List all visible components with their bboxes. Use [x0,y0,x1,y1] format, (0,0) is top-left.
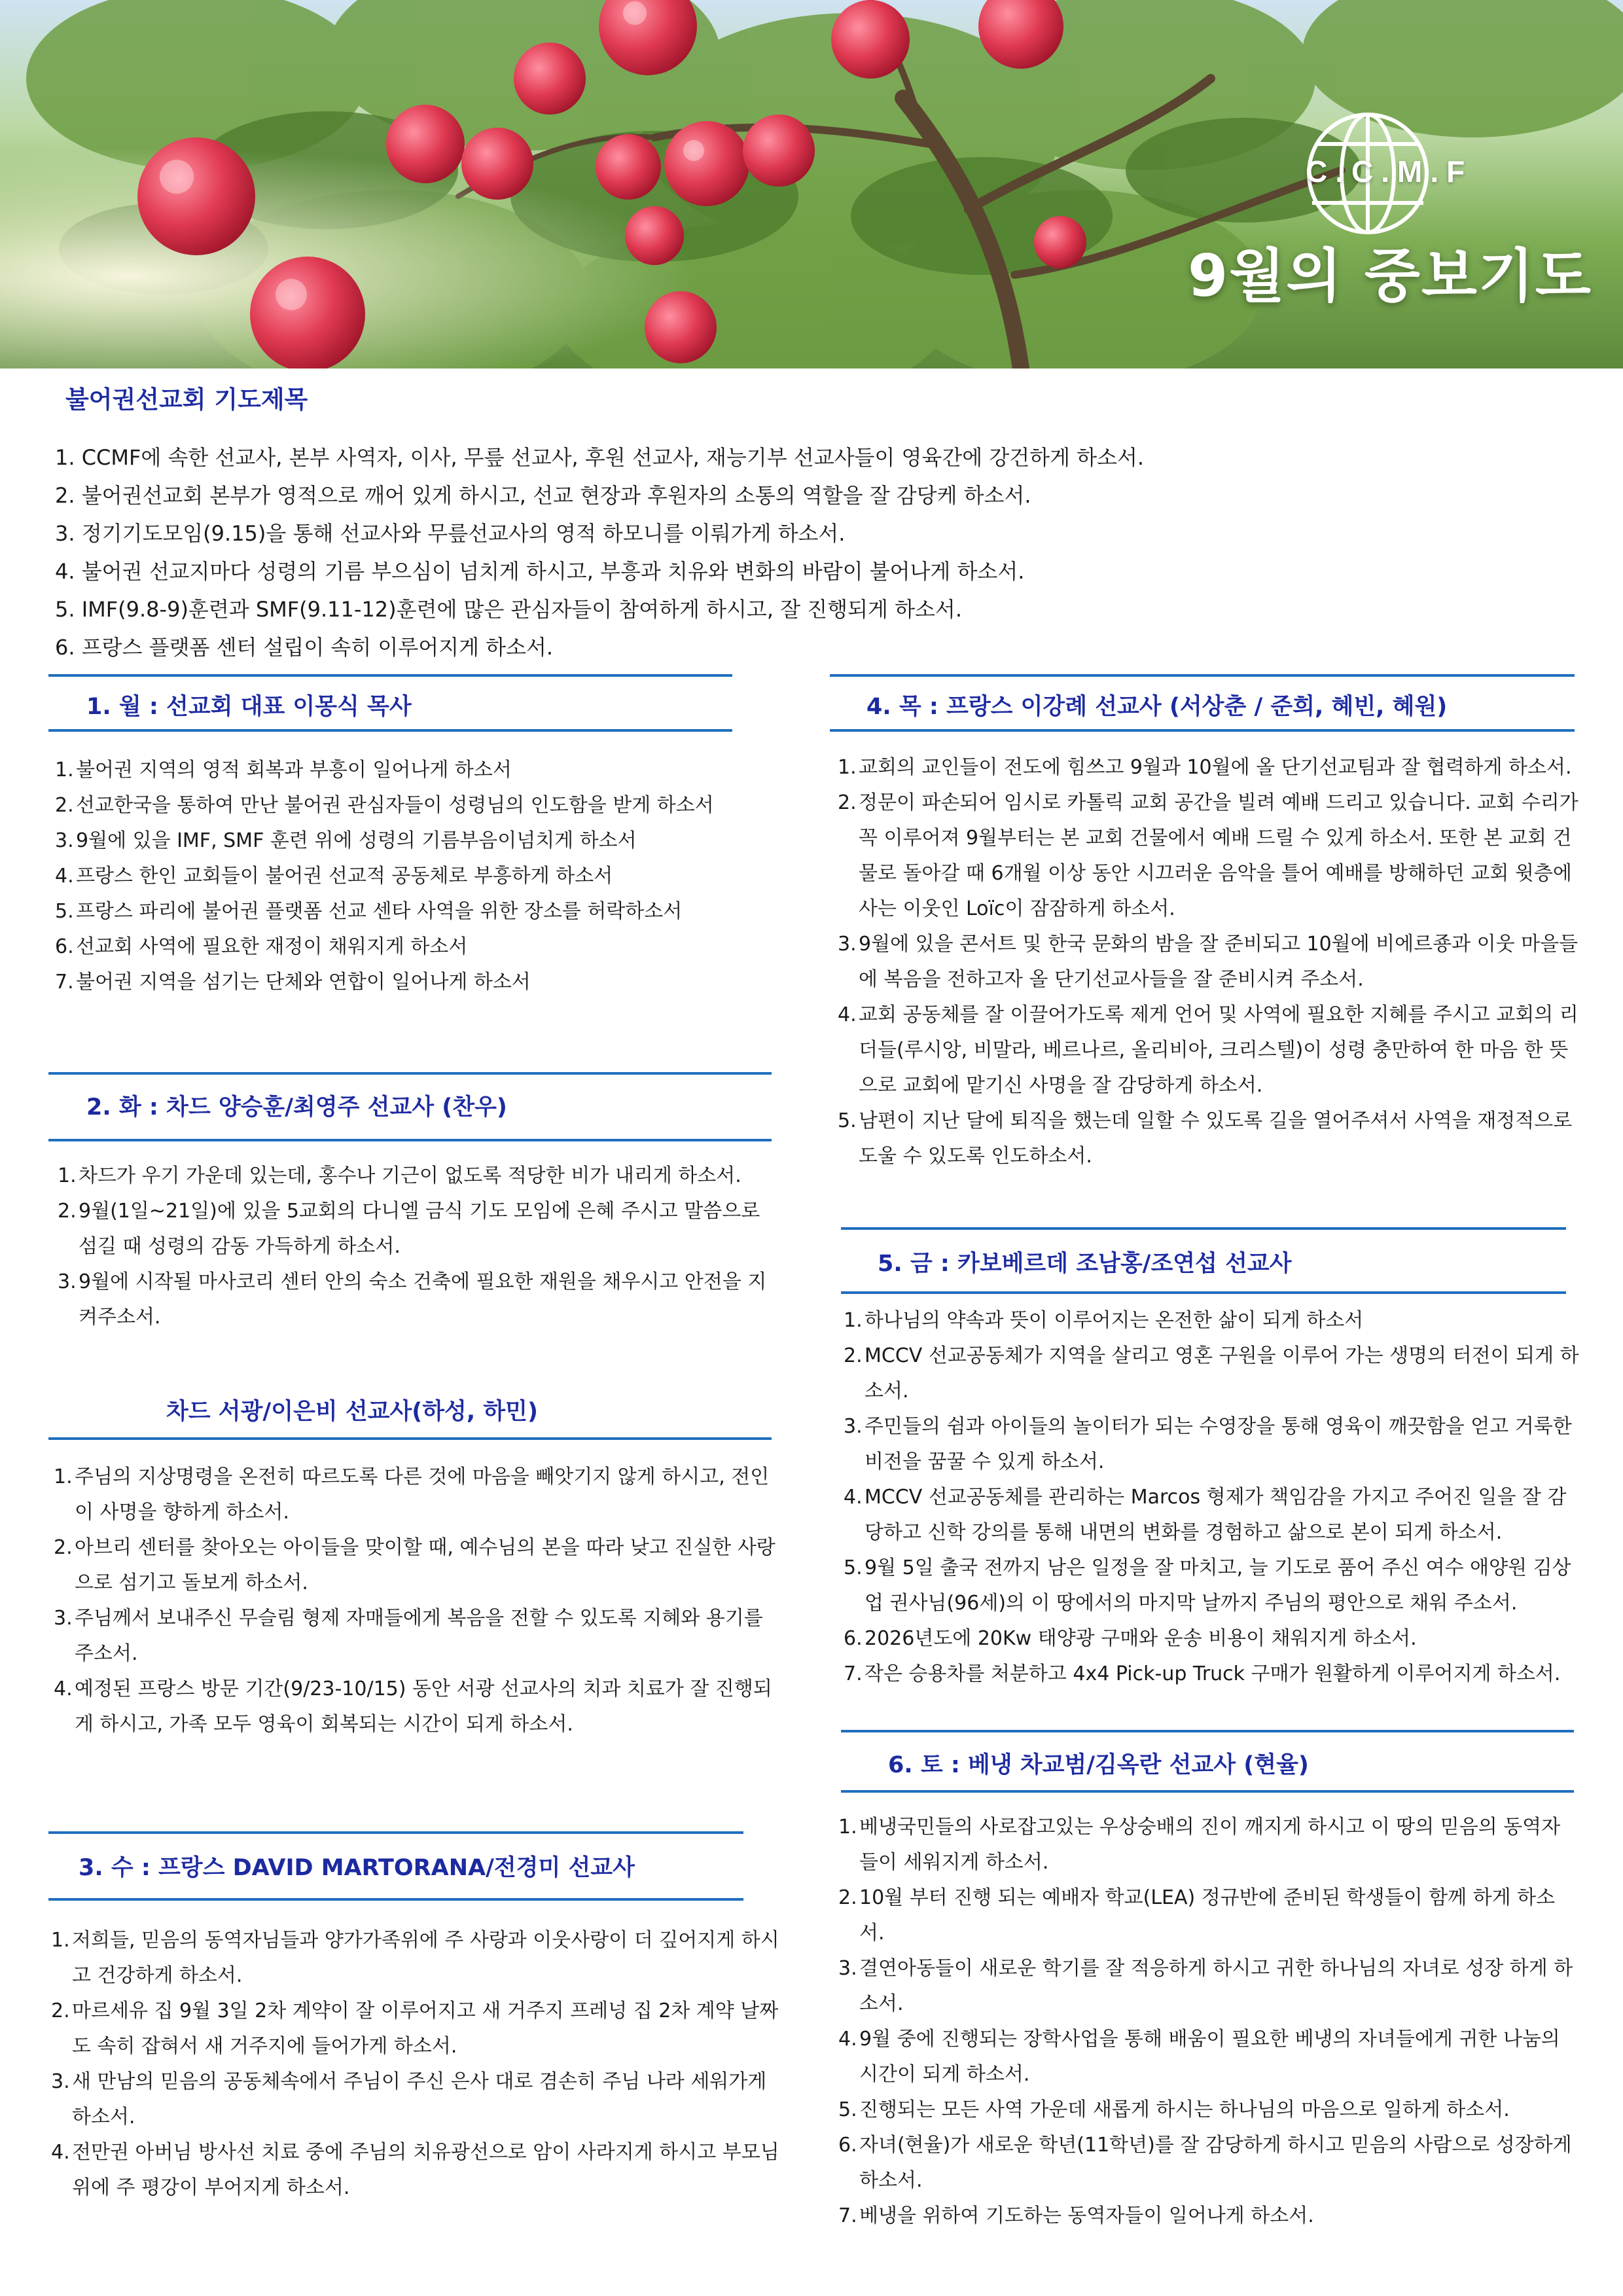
list-item: 4. 예정된 프랑스 방문 기간(9/23-10/15) 동안 서광 선교사의 치과 치료가 잘 진행되게 하시고, 가족 모두 영육이 회복되는 시간이 되게 하소서. [54,1677,772,1736]
saturday-prayer-list [838,1810,1578,2234]
list-item: 6. 2026년도에 20Kw 태양광 구매와 운송 비용이 채워지게 하소서. [844,1627,1417,1650]
section-title: 차드 서광/이은비 선교사(하성, 하민) [166,1399,538,1425]
list-item: 3. 9월에 시작될 마사코리 센터 안의 숙소 건축에 필요한 재원을 채우시고 안전을 지켜주소서. [58,1270,767,1329]
list-item: 5. 9월 5일 출국 전까지 남은 일정을 잘 마치고, 늘 기도로 품어 주신 여수 애양원 김상업 권사님(96세)의 이 땅에서의 마지막 날까지 주님의 평안으로 채워 주소서. [844,1556,1571,1615]
list-item: 2. 10월 부터 진행 되는 예배자 학교(LEA) 정규반에 준비된 학생들이 함께 하게 하소서. [838,1886,1556,1945]
divider [48,1139,772,1141]
divider [48,1072,772,1075]
list-item: 5. 남편이 지난 달에 퇴직을 했는데 일할 수 있도록 길을 열어주셔서 사역을 재정적으로 도울 수 있도록 인도하소서. [838,1109,1573,1168]
list-item: 1. 하나님의 약속과 뜻이 이루어지는 온전한 삶이 되게 하소서 [844,1309,1364,1332]
list-item: 6. 자녀(현율)가 새로운 학년(11학년)를 잘 감당하게 하시고 믿음의 사람으로 성장하게 하소서. [838,2134,1572,2192]
divider [48,1898,743,1901]
divider [48,674,732,677]
list-item: 3. 9월에 있을 IMF, SMF 훈련 위에 성령의 기름부음이넘치게 하소서 [55,829,637,852]
list-item: 2. 아브리 센터를 찾아오는 아이들을 맞이할 때, 예수님의 본을 따라 낮고 진실한 사랑으로 섬기고 돌보게 하소서. [54,1536,776,1594]
divider [841,1227,1566,1230]
list-item: 3. 주민들의 쉼과 아이들의 놀이터가 되는 수영장을 통해 영육이 깨끗함을 얻고 거룩한 비전을 꿈꿀 수 있게 하소서. [844,1415,1572,1473]
list-item: 2. 9월(1일~21일)에 있을 5교회의 다니엘 금식 기도 모임에 은혜 주시고 말씀으로 섬길 때 성령의 감동 가득하게 하소서. [58,1200,760,1258]
list-item: 3. 주님께서 보내주신 무슬림 형제 자매들에게 복음을 전할 수 있도록 지혜와 용기를 주소서. [54,1607,763,1665]
thursday-prayer-list [838,750,1584,1174]
list-item: 1. 교회의 교인들이 전도에 힘쓰고 9월과 10월에 올 단기선교팀과 잘 협력하게 하소서. [838,756,1572,779]
list-item: 4. 프랑스 한인 교회들이 불어권 선교적 공동체로 부흥하게 하소서 [55,865,613,888]
list-item: 2. 불어권선교회 본부가 영적으로 깨어 있게 하시고, 선교 현장과 후원자의 소통의 역할을 잘 감당케 하소서. [55,483,1031,508]
list-item: 4. 9월 중에 진행되는 장학사업을 통해 배움이 필요한 베냉의 자녀들에게 귀한 나눔의 시간이 되게 하소서. [838,2028,1560,2086]
wednesday-prayer-list [51,1923,791,2206]
friday-prayer-list [844,1303,1580,1692]
list-item: 2. MCCV 선교공동체가 지역을 살리고 영혼 구원을 이루어 가는 생명의 터전이 되게 하소서. [844,1344,1579,1403]
divider [841,1291,1566,1294]
divider [48,1437,772,1440]
list-item: 3. 정기기도모임(9.15)을 통해 선교사와 무릎선교사의 영적 하모니를 이뤄가게 하소서. [55,521,846,546]
list-item: 1. 저희들, 믿음의 동역자님들과 양가가족위에 주 사랑과 이웃사랑이 더 깊어지게 하시고 건강하게 하소서. [51,1929,779,1987]
list-item: 4. 불어권 선교지마다 성령의 기름 부으심이 넘치게 하시고, 부흥과 치유와 변화의 바람이 불어나게 하소서. [55,559,1025,584]
section-title: 6. 토 : 베냉 차교범/김옥란 선교사 (현율) [888,1752,1309,1778]
section-title: 1. 월 : 선교회 대표 이몽식 목사 [86,694,412,720]
banner-title: 9월의 중보기도 [1188,242,1592,310]
list-item: 2. 정문이 파손되어 임시로 카톨릭 교회 공간을 빌려 예배 드리고 있습니다. 교회 수리가 꼭 이루어져 9월부터는 본 교회 건물에서 예배 드릴 수 있게 하소서. 또한 본 교회 건물로 돌아갈 때 6개월 이상 동안 시끄러운 음악을 틀어 예배를 방해하던 교회 윗층에 사는 이웃인 Loïc이 잠잠하게 하소서. [838,791,1578,920]
list-item: 7. 작은 승용차를 처분하고 4x4 Pick-up Truck 구매가 원활하게 이루어지게 하소서. [844,1662,1561,1685]
logo-wordmark: C.C.M.F [1306,154,1473,188]
divider [841,1730,1574,1732]
list-item: 2. 선교한국을 통하여 만난 불어권 관심자들이 성령님의 인도함을 받게 하소서 [55,794,714,817]
list-item: 1. 불어권 지역의 영적 회복과 부흥이 일어나게 하소서 [55,759,512,781]
list-item: 6. 선교회 사역에 필요한 재정이 채워지게 하소서 [55,935,468,958]
list-item: 1. 주님의 지상명령을 온전히 따르도록 다른 것에 마음을 빼앗기지 않게 하시고, 전인이 사명을 향하게 하소서. [54,1465,770,1524]
divider [48,729,732,732]
divider [830,729,1575,732]
list-item: 4. MCCV 선교공동체를 관리하는 Marcos 형제가 책임감을 가지고 주어진 일을 잘 감당하고 신학 강의를 통해 내면의 변화를 경험하고 삶으로 본이 되게 하소서. [844,1486,1567,1544]
list-item: 2. 마르세유 집 9월 3일 2차 계약이 잘 이루어지고 새 거주지 프레넝 집 2차 계약 날짜도 속히 잡혀서 새 거주지에 들어가게 하소서. [51,2000,779,2058]
divider [48,1831,743,1834]
section-title: 5. 금 : 카보베르데 조남홍/조연섭 선교사 [878,1251,1292,1277]
section-title: 4. 목 : 프랑스 이강례 선교사 (서상춘 / 준희, 혜빈, 혜원) [866,694,1448,720]
chad-seogwang-prayer-list [54,1460,780,1742]
list-item: 5. 프랑스 파리에 불어권 플랫폼 선교 센타 사역을 위한 장소를 허락하소서 [55,900,683,923]
list-item: 4. 교회 공동체를 잘 이끌어가도록 제게 언어 및 사역에 필요한 지혜를 주시고 교회의 리더들(루시앙, 비말라, 베르나르, 올리비아, 크리스텔)이 성령 충만하여 한 마음 한 뜻으로 교회에 맡기신 사명을 잘 감당하게 하소서. [838,1003,1578,1097]
list-item: 7. 베냉을 위하여 기도하는 동역자들이 일어나게 하소서. [838,2204,1314,2227]
list-item: 4. 전만권 아버님 방사선 치료 중에 주님의 치유광선으로 암이 사라지게 하시고 부모님 위에 주 평강이 부어지게 하소서. [51,2141,779,2199]
section-title: 2. 화 : 차드 양승훈/최영주 선교사 (찬우) [86,1094,507,1121]
list-item: 5. IMF(9.8-9)훈련과 SMF(9.11-12)훈련에 많은 관심자들이 참여하게 하시고, 잘 진행되게 하소서. [55,597,962,622]
list-item: 3. 새 만남의 믿음의 공동체속에서 주님이 주신 은사 대로 겸손히 주님 나라 세워가게 하소서. [51,2070,767,2128]
list-item: 1. CCMF에 속한 선교사, 본부 사역자, 이사, 무릎 선교사, 후원 선교사, 재능기부 선교사들이 영육간에 강건하게 하소서. [55,445,1145,470]
list-item: 6. 프랑스 플랫폼 센터 설립이 속히 이루어지게 하소서. [55,635,554,660]
section-title: 3. 수 : 프랑스 DAVID MARTORANA/전경미 선교사 [79,1855,635,1881]
list-item: 1. 베냉국민들의 사로잡고있는 우상숭배의 진이 깨지게 하시고 이 땅의 믿음의 동역자들이 세워지게 하소서. [838,1816,1561,1874]
general-prayer-list [55,439,1560,666]
list-item: 1. 차드가 우기 가운데 있는데, 홍수나 기근이 없도록 적당한 비가 내리게 하소서. [58,1164,741,1187]
tuesday-prayer-list [58,1158,777,1335]
general-section-title: 불어권선교회 기도제목 [65,386,308,414]
list-item: 3. 9월에 있을 콘서트 및 한국 문화의 밤을 잘 준비되고 10월에 비에르죵과 이웃 마을들에 복음을 전하고자 올 단기선교사들을 잘 준비시켜 주소서. [838,933,1578,991]
divider [841,1790,1574,1793]
header-banner [0,0,1623,368]
monday-prayer-list [55,753,781,1000]
list-item: 7. 불어권 지역을 섬기는 단체와 연합이 일어나게 하소서 [55,971,531,994]
list-item: 3. 결연아동들이 새로운 학기를 잘 적응하게 하시고 귀한 하나님의 자녀로 성장 하게 하소서. [838,1957,1573,2015]
divider [830,674,1575,677]
list-item: 5. 진행되는 모든 사역 가운데 새롭게 하시는 하나님의 마음으로 일하게 하소서. [838,2098,1510,2121]
